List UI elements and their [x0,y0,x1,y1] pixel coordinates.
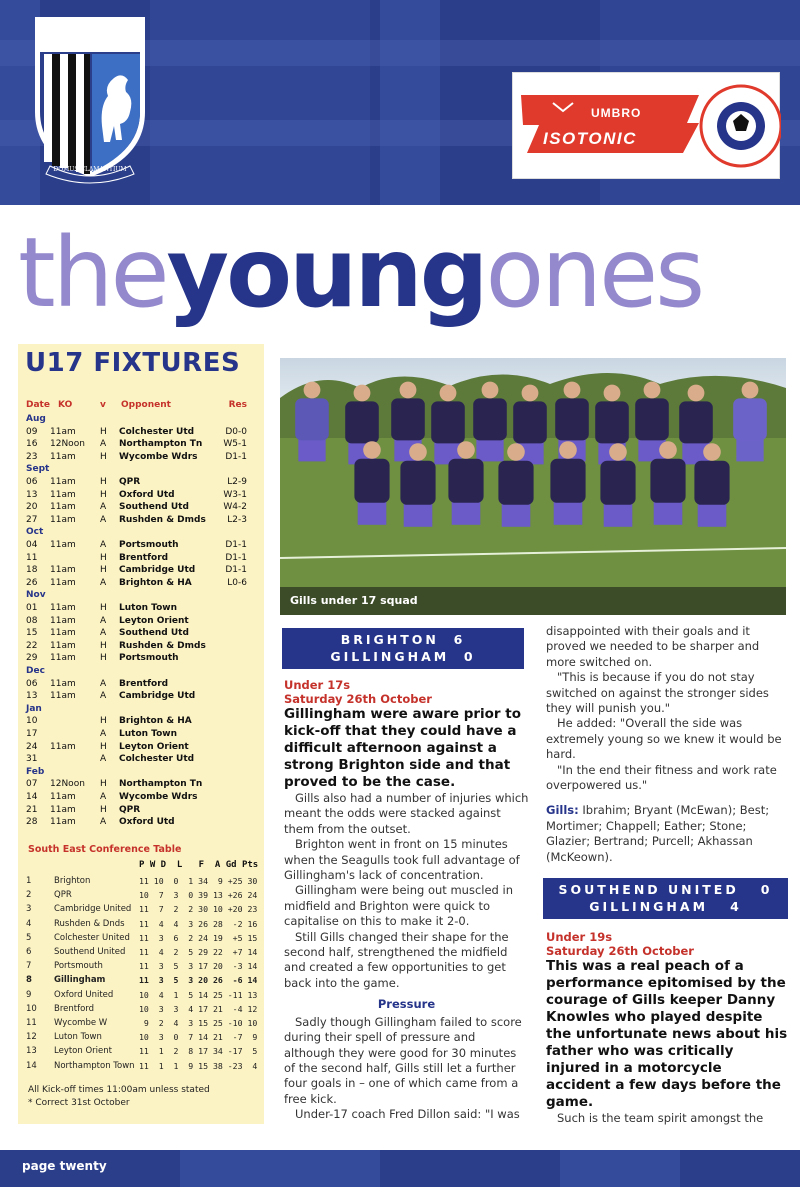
report-paragraph: Gills also had a number of injuries which meant the odds were stacked against them from the outset. [284,791,529,836]
fixture-row [18,715,264,728]
fixture-opponent: Southend Utd [119,628,189,639]
fixture-ko: 11am [50,741,76,752]
league-stats: 11 4 2 5 29 22 +7 14 [139,947,258,957]
sponsor-brand: UMBRO [591,106,642,120]
team-photo [280,358,786,615]
fixture-date: 31 [26,754,38,765]
fixture-opponent: Rushden & Dmds [119,640,206,651]
fixtures-heading: U17 FIXTURES [25,348,241,378]
report-paragraph: disappointed with their goals and it proved we needed to be sharper and more switched on. [546,624,760,669]
fixture-ko: 12Noon [50,779,85,790]
fixture-v: H [100,426,107,437]
fixture-opponent: Brighton & HA [119,577,192,588]
league-pos: 2 [26,890,32,901]
fixture-opponent: Portsmouth [119,540,179,550]
fixture-opponent: Southend Utd [119,502,189,513]
fixture-row [18,778,264,791]
league-stats: 11 10 0 1 34 9 +25 30 [139,876,258,886]
league-stats: 10 4 1 5 14 25 -11 13 [139,989,258,1000]
fixture-v: H [100,451,107,462]
fixture-v: H [100,552,107,563]
league-stats: 11 3 5 3 20 26 -6 14 [139,975,258,986]
fixture-month: Aug [26,414,46,424]
fixture-row [18,804,264,817]
fixture-row [18,678,264,691]
fixture-v: H [100,804,107,815]
fixture-opponent: Leyton Orient [119,741,189,752]
fixtures-panel [18,344,264,1124]
fixture-opponent: Cambridge Utd [119,565,196,576]
fixture-opponent: Oxford Utd [119,489,175,500]
fixture-row [18,564,264,577]
fixture-opponent: Colchester Utd [119,754,195,765]
fixture-opponent: Brentford [119,678,169,689]
league-row [18,1002,264,1016]
league-stats: 11 4 4 3 26 28 -2 16 [139,918,258,929]
fixture-date: 13 [26,489,38,500]
league-pos: 12 [26,1032,37,1043]
league-row [18,1030,264,1044]
league-stats: 11 1 1 9 15 38 -23 4 [139,1060,258,1071]
fixture-result: D1-1 [225,552,247,563]
fixture-v: H [100,653,107,664]
fixture-opponent: Rushden & Dmds [119,514,206,525]
fixture-row [18,640,264,653]
fixture-result: W5-1 [223,439,247,450]
fixture-date: 20 [26,502,38,513]
league-team: Cambridge United [54,904,132,915]
league-pos: 10 [26,1003,37,1014]
league-table-title: South East Conference Table [28,844,182,855]
league-table-header: P W D L F A Gd Pts [139,860,259,870]
club-motto: DOMUS CLAMANTIUM [53,166,127,173]
fixture-date: 22 [26,640,38,651]
fixture-date: 23 [26,451,38,462]
league-team: Portsmouth [54,961,103,972]
fixture-date: 29 [26,653,38,664]
fixture-ko: 11am [50,489,76,500]
league-team: Wycombe W [54,1018,108,1028]
fixture-opponent: QPR [119,804,141,815]
league-row [18,931,264,945]
match-report-southend [546,930,788,1126]
fixture-month: Jan [26,703,42,714]
fixture-row [18,791,264,804]
fixture-row [18,501,264,514]
match-score-box: SOUTHEND UNITED 0 GILLINGHAM 4 [543,878,788,919]
fixture-ko: 11am [50,502,76,513]
match-score-box: BRIGHTON 6 GILLINGHAM 0 [282,628,524,669]
league-row [18,988,264,1002]
league-pos: 9 [26,989,32,1000]
fixture-ko: 11am [50,640,76,651]
fixture-opponent: Oxford Utd [119,817,175,828]
fixture-date: 26 [26,577,38,588]
team-lineup: Gills: Ibrahim; Bryant (McEwan); Best; Mortimer; Chappell; Eather; Stone; Glazier; Bertrand; Purcell; Akhassan (McKeown). [546,803,770,864]
fixture-date: 14 [26,792,38,802]
league-stats: 10 3 0 7 14 21 -7 9 [139,1032,258,1043]
fixture-date: 16 [26,439,38,450]
league-team: QPR [54,890,72,901]
fixture-date: 13 [26,691,38,702]
photo-caption: Gills under 17 squad [280,587,786,615]
fixture-v: H [100,716,107,727]
fixture-row [18,690,264,703]
league-pos: 5 [26,932,32,943]
fixture-ko: 11am [50,451,76,462]
fixture-opponent: Leyton Orient [119,615,189,626]
fixture-date: 21 [26,804,38,815]
fixture-opponent: Brentford [119,552,169,563]
report-date: Saturday 26th October [284,692,432,706]
fixture-date: 11 [26,552,38,563]
fixture-v: A [100,729,107,739]
fixture-date: 28 [26,817,38,828]
league-team: Colchester United [54,932,130,943]
fixture-month: Nov [26,590,46,601]
fixture-ko: 11am [50,615,76,626]
fixture-row [18,615,264,628]
fixture-opponent: QPR [119,477,141,487]
footer-band [0,1150,800,1187]
fixture-v: A [100,439,107,450]
fixture-v: A [100,678,107,689]
fixture-opponent: Portsmouth [119,653,179,664]
fixture-v: A [100,577,107,588]
fixture-v: H [100,477,107,487]
league-team: Brighton [54,876,91,886]
fixture-row [18,438,264,451]
league-pos: 11 [26,1018,37,1028]
league-row [18,917,264,931]
league-stats: 10 7 3 0 39 13 +26 24 [139,890,258,901]
sponsor-product: ISOTONIC [543,129,637,148]
sponsor-logo-icon [513,73,781,180]
fixture-ko: 11am [50,817,76,828]
league-team: Gillingham [54,975,106,986]
fixture-month: Sept [26,464,50,475]
report-paragraph: Gillingham were being out muscled in midfield and Brighton were quick to capitalise on this to make it 2-0. [284,883,513,929]
fixture-v: H [100,565,107,576]
col-ko: KO [58,400,73,410]
fixture-v: H [100,640,107,651]
fixture-v: A [100,754,107,765]
fixture-v: A [100,817,107,828]
fixture-date: 10 [26,716,38,727]
league-pos: 6 [26,947,32,957]
fixture-month: Dec [26,666,45,676]
report-paragraph: Sadly though Gillingham failed to score during their spell of pressure and although they were good for 30 minutes of the second half, Gills still let a further four goals in – one of which came from a free kick. [284,1014,522,1106]
report-paragraph: Under-17 coach Fred Dillon said: "I was [295,1107,520,1122]
col-date: Date [26,400,50,410]
fixture-date: 08 [26,615,38,626]
report-paragraph: Such is the team spirit amongst the [557,1111,764,1125]
fixtures-notes: All Kick-off times 11:00am unless stated * Correct 31st October [28,1085,210,1108]
fixture-date: 18 [26,565,38,576]
fixture-result: D0-0 [225,426,247,437]
league-pos: 3 [26,904,32,915]
league-pos: 8 [26,975,32,986]
fixture-ko: 11am [50,577,76,588]
league-row [18,874,264,888]
fixture-v: H [100,779,107,790]
report-crosshead: Pressure [377,997,436,1012]
fixture-opponent: Brighton & HA [119,716,192,727]
fixture-ko: 11am [50,514,76,525]
fixture-row [18,552,264,565]
sponsor-badge [512,72,780,179]
fixture-result: L2-9 [227,477,247,487]
fixture-v: A [100,514,107,525]
fixture-opponent: Wycombe Wdrs [119,451,198,462]
fixture-ko: 11am [50,477,76,487]
fixture-ko: 11am [50,804,76,815]
col-venue: v [100,400,106,410]
league-row [18,902,264,916]
league-row [18,1044,264,1058]
league-row [18,1016,264,1030]
fixture-opponent: Colchester Utd [119,426,195,437]
league-stats: 11 7 2 2 30 10 +20 23 [139,904,258,915]
fixture-row [18,741,264,754]
fixture-result: L2-3 [227,514,247,525]
league-row [18,1059,264,1073]
fixture-result: D1-1 [225,451,247,462]
report-paragraph: Brighton went in front on 15 minutes when the Seagulls took full advantage of Gillingham's lack of concentration. [284,837,520,883]
club-crest [30,16,150,186]
report-paragraph: "In the end their fitness and work rate overpowered us." [546,762,777,793]
fixture-ko: 11am [50,628,76,639]
report-paragraph: Still Gills changed their shape for the second half, strengthened the midfield and created a few opportunities to get back into the game. [284,929,509,990]
league-pos: 7 [26,961,32,972]
league-team: Oxford United [54,989,114,1000]
fixture-v: A [100,792,107,802]
fixture-opponent: Northampton Tn [119,779,203,790]
fixture-date: 15 [26,628,38,639]
fixture-v: A [100,628,107,639]
fixture-ko: 11am [50,653,76,664]
fixture-v: A [100,502,107,513]
league-stats: 11 3 6 2 24 19 +5 15 [139,932,258,943]
fixture-date: 17 [26,729,38,739]
league-team: Northampton Town [54,1060,135,1071]
report-date: Saturday 26th October [546,944,694,958]
fixture-date: 06 [26,678,38,689]
league-row [18,945,264,959]
club-name: GILLINGHAM FOOTBALL CLUB [42,22,138,44]
fixture-row [18,728,264,741]
fixture-row [18,489,264,502]
fixture-month: Feb [26,766,45,777]
fixture-opponent: Northampton Tn [119,439,203,450]
report-paragraph: He added: "Overall the side was extremely young so we knew it would be hard. [546,716,782,762]
fixture-row [18,577,264,590]
page-title: theyoungones [18,217,703,329]
fixture-date: 06 [26,477,38,487]
fixture-ko: 11am [50,603,76,613]
report-category: Under 17s [284,678,351,692]
league-row [18,959,264,973]
report-lead: This was a real peach of a performance epitomised by the courage of Gills keeper Danny Knowles who played despite the unfortunate news about his father who was critically injured in a motorcycle accident a few days before the game. [546,958,788,1110]
fixture-ko: 11am [50,691,76,702]
report-paragraph: "This is because if you do not stay switched on against the stronger sides they will punish you." [546,670,769,716]
fixture-opponent: Luton Town [119,729,178,739]
fixture-row [18,476,264,489]
league-stats: 11 1 2 8 17 34 -17 5 [139,1046,258,1057]
fixture-row [18,652,264,665]
squad-photo-icon [280,358,786,615]
fixture-opponent: Luton Town [119,603,178,613]
fixture-row [18,816,264,829]
fixture-v: A [100,540,107,550]
league-team: Luton Town [54,1032,102,1043]
page-number: page twenty [22,1159,107,1173]
fixture-ko: 11am [50,426,76,437]
league-pos: 14 [26,1060,37,1071]
fixture-v: A [100,691,107,702]
fixture-row [18,602,264,615]
fixture-result: W3-1 [223,489,247,500]
fixture-ko: 12Noon [50,439,85,450]
league-row [18,973,264,987]
match-report-brighton [284,678,529,1123]
fixture-date: 07 [26,779,38,790]
fixture-opponent: Cambridge Utd [119,691,196,702]
fixture-row [18,539,264,552]
fixture-ko: 11am [50,678,76,689]
fixture-result: L0-6 [227,577,247,588]
league-team: Brentford [54,1003,95,1014]
league-team: Rushden & Dnds [54,918,125,929]
fixture-ko: 11am [50,565,76,576]
fixture-date: 09 [26,426,38,437]
fixture-v: H [100,603,107,613]
fixture-result: W4-2 [223,502,247,513]
report-lead: Gillingham were aware prior to kick-off that they could have a difficult afternoon against a strong Brighton side and that proved to be the case. [284,706,522,790]
fixture-result: D1-1 [225,540,247,550]
report-category: Under 19s [546,930,613,944]
fixture-date: 27 [26,514,38,525]
league-stats: 10 3 3 4 17 21 -4 12 [139,1003,258,1014]
fixture-date: 04 [26,540,38,550]
fixture-row [18,426,264,439]
fixture-row [18,451,264,464]
fixture-row [18,514,264,527]
fixture-v: H [100,741,107,752]
fixture-opponent: Wycombe Wdrs [119,792,198,802]
fixture-ko: 11am [50,540,76,550]
league-row [18,888,264,902]
header-band [0,0,800,205]
fixture-ko: 11am [50,792,76,802]
fixture-date: 24 [26,741,38,752]
col-result: Res [228,400,247,410]
league-team: Leyton Orient [54,1046,112,1057]
league-stats: 9 2 4 3 15 25 -10 10 [139,1018,258,1028]
fixture-result: D1-1 [225,565,247,576]
col-opponent: Opponent [121,400,171,410]
league-stats: 11 3 5 3 17 20 -3 14 [139,961,258,972]
fixture-row [18,627,264,640]
fixture-date: 01 [26,603,38,613]
fixture-v: H [100,489,107,500]
league-pos: 13 [26,1046,37,1057]
match-report-brighton-continued [546,624,788,865]
fixture-v: A [100,615,107,626]
fixture-month: Oct [26,527,44,538]
fixture-row [18,753,264,766]
league-team: Southend United [54,947,126,957]
league-pos: 1 [26,876,32,886]
league-pos: 4 [26,918,32,929]
